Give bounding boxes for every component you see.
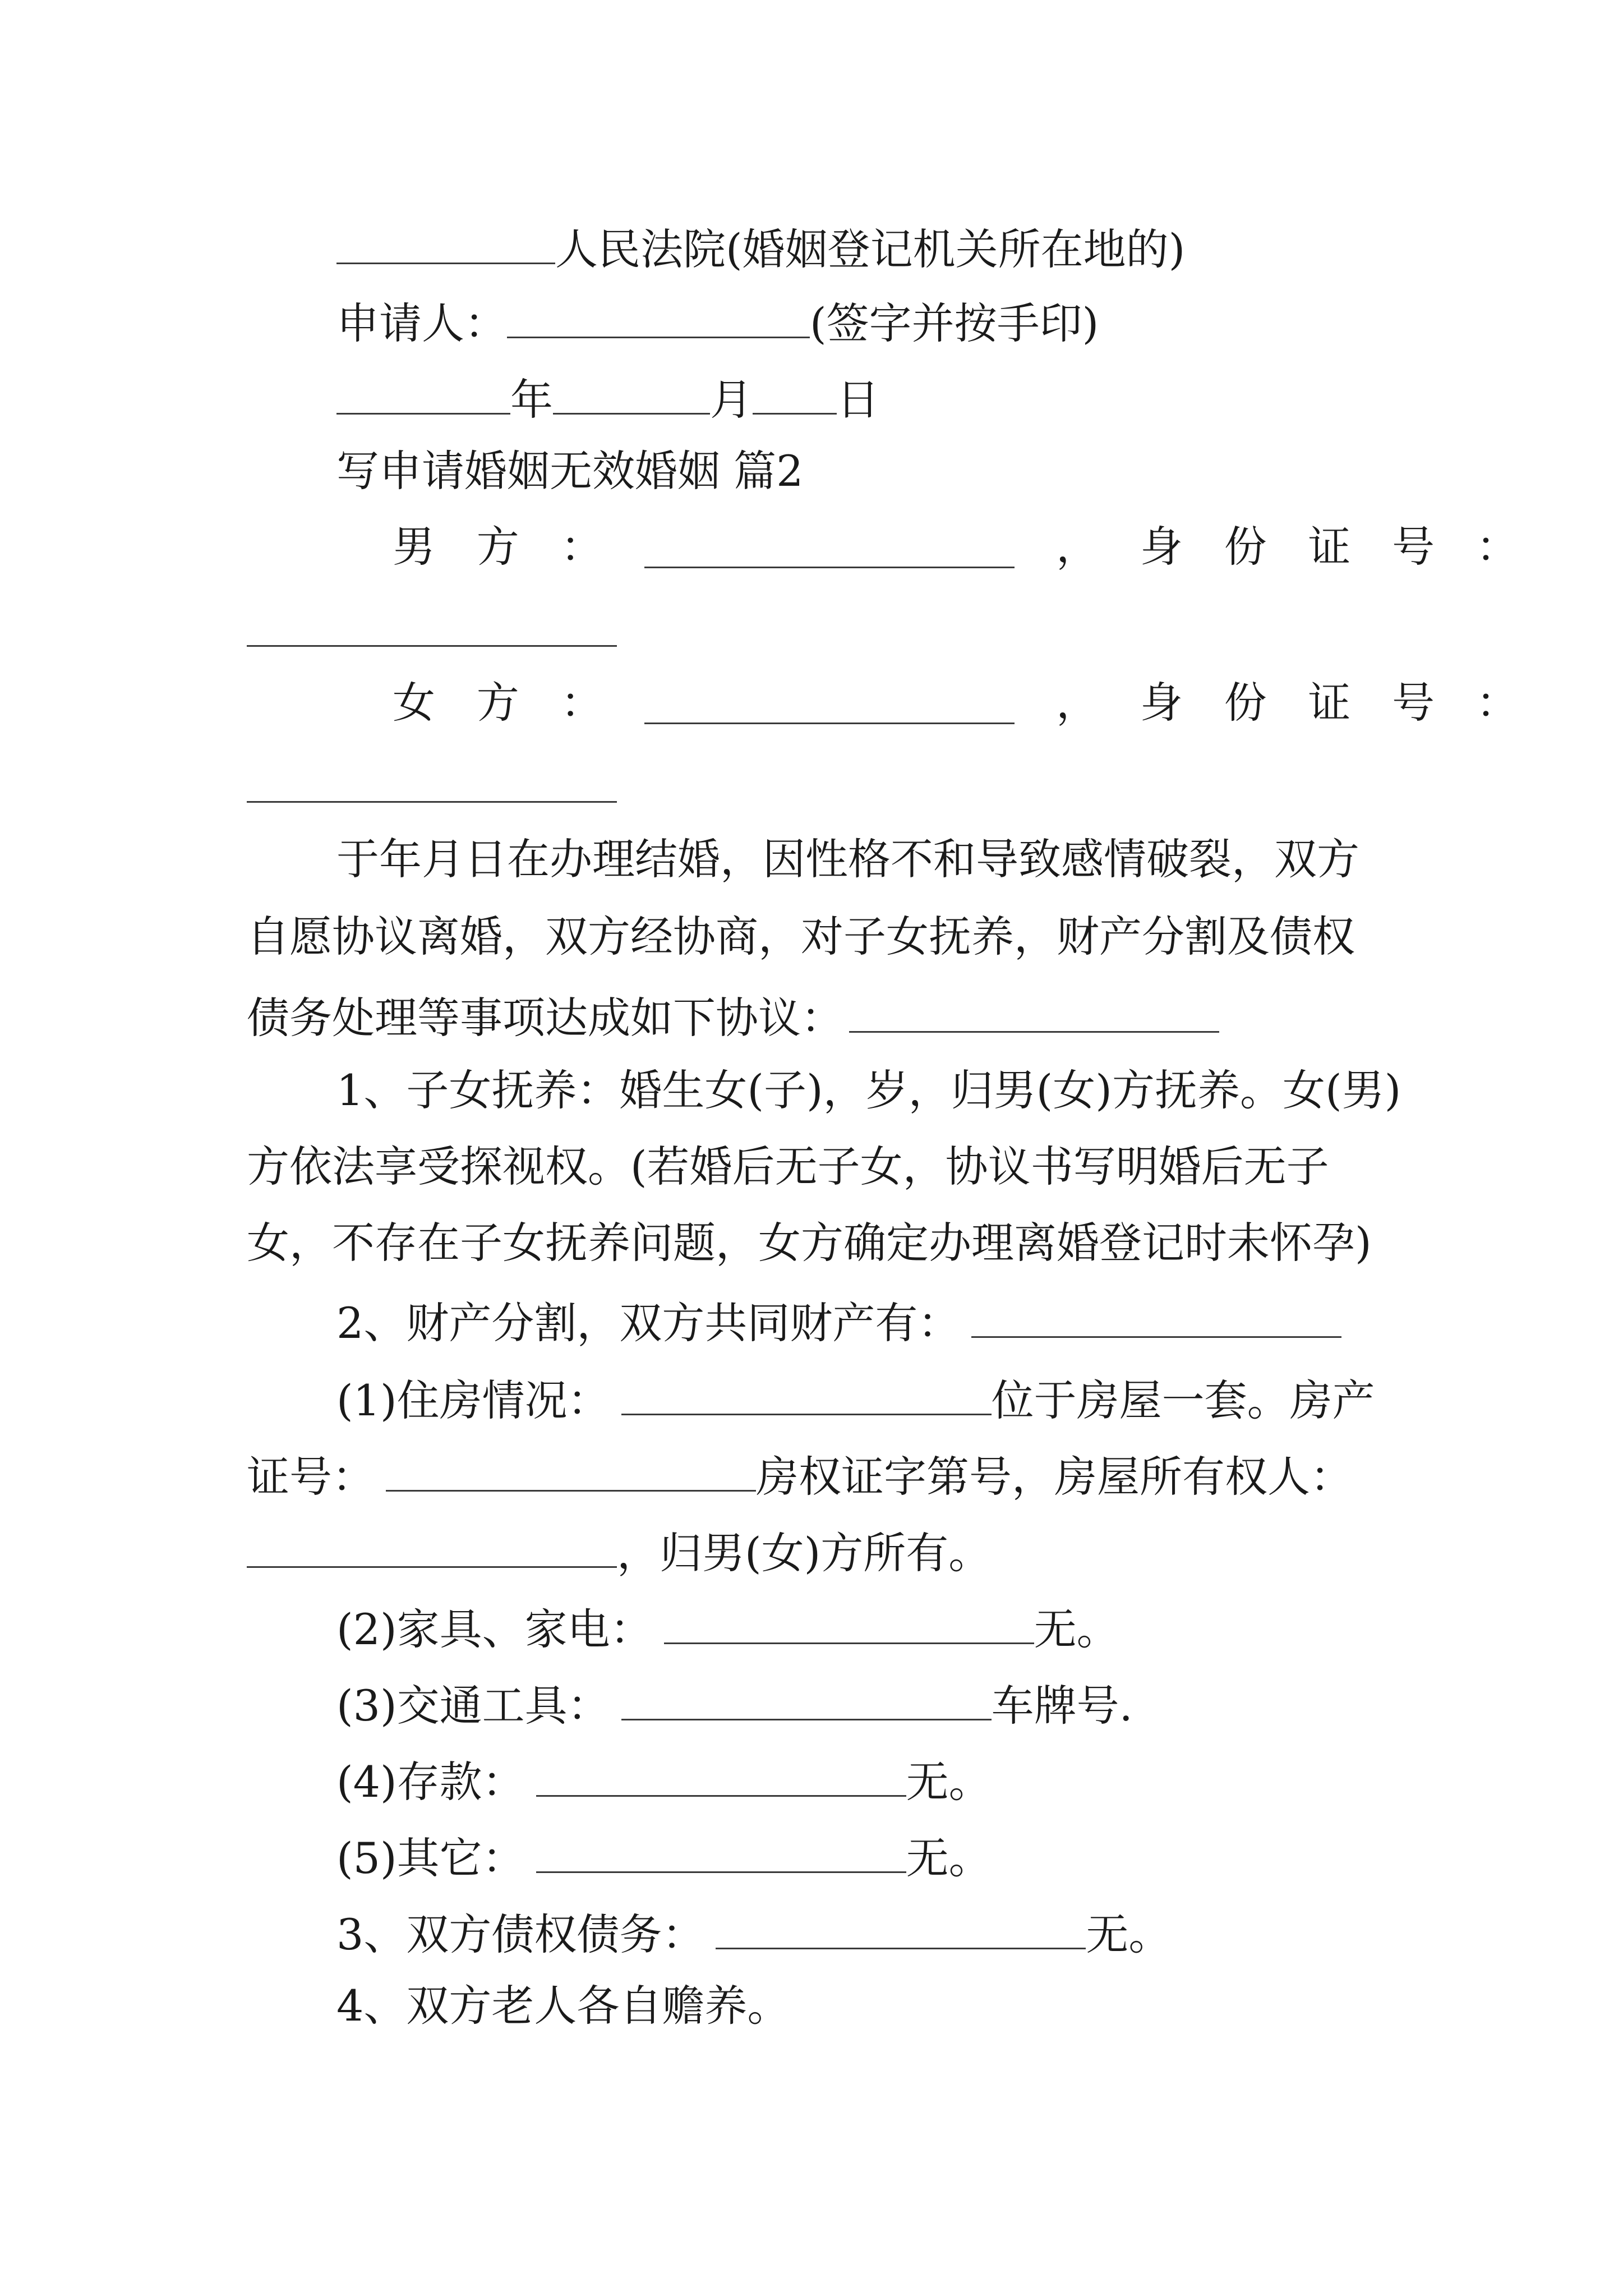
male-id-blank[interactable] bbox=[247, 645, 617, 647]
other-line bbox=[336, 1832, 992, 1883]
deposit-line bbox=[336, 1756, 992, 1807]
cert-line bbox=[247, 1451, 1353, 1502]
deposit-blank[interactable] bbox=[536, 1756, 906, 1797]
court-name-blank[interactable] bbox=[336, 223, 555, 264]
applicant-line bbox=[336, 297, 1099, 348]
item3-line bbox=[336, 1908, 1172, 1959]
male-comma: ， bbox=[1056, 522, 1099, 572]
female-comma: ， bbox=[1056, 678, 1099, 728]
intro-line-2: 自愿协议离婚，双方经协商，对子女抚养，财产分割及债权 bbox=[247, 912, 1355, 961]
owner-after: ，归男(女)方所有。 bbox=[617, 1528, 992, 1578]
male-char-1: 男 bbox=[393, 522, 435, 572]
agreement-blank[interactable] bbox=[849, 992, 1219, 1033]
intro-line-3 bbox=[247, 992, 1219, 1043]
cert-label: 证号： bbox=[247, 1452, 375, 1502]
owner-line bbox=[247, 1527, 992, 1578]
male-name-blank[interactable] bbox=[644, 527, 1015, 568]
furniture-after: 无。 bbox=[1034, 1604, 1119, 1654]
other-label: (5)其它： bbox=[336, 1833, 525, 1883]
female-id-char-1: 身 bbox=[1140, 678, 1183, 728]
year-blank[interactable] bbox=[336, 374, 510, 415]
housing-line bbox=[336, 1374, 1375, 1425]
month-label: 月 bbox=[710, 375, 753, 425]
furniture-label: (2)家具、家电： bbox=[336, 1604, 653, 1654]
item3-label: 3、双方债权债务： bbox=[336, 1910, 705, 1959]
female-name-blank[interactable] bbox=[644, 683, 1015, 724]
deposit-after: 无。 bbox=[906, 1757, 992, 1807]
male-party-line bbox=[393, 522, 1519, 572]
female-party-line bbox=[393, 678, 1519, 728]
female-id-colon: ： bbox=[1476, 678, 1519, 728]
item2-line bbox=[336, 1297, 1341, 1348]
other-blank[interactable] bbox=[536, 1832, 906, 1873]
common-property-blank[interactable] bbox=[971, 1297, 1341, 1338]
housing-label: (1)住房情况： bbox=[336, 1375, 610, 1425]
item1-line-1: 1、子女抚养：婚生女(子)，岁，归男(女)方抚养。女(男) bbox=[336, 1065, 1401, 1115]
female-char-2: 方 bbox=[476, 678, 519, 728]
year-label: 年 bbox=[510, 375, 553, 425]
owner-blank[interactable] bbox=[247, 1527, 617, 1568]
court-line bbox=[336, 223, 1186, 274]
male-colon: ： bbox=[560, 522, 603, 572]
housing-after: 位于房屋一套。房产 bbox=[991, 1375, 1375, 1425]
cert-after: 房权证字第号，房屋所有权人： bbox=[756, 1452, 1353, 1502]
furniture-line bbox=[336, 1603, 1119, 1654]
male-id-colon: ： bbox=[1476, 522, 1519, 572]
female-id-char-2: 份 bbox=[1224, 678, 1267, 728]
other-after: 无。 bbox=[906, 1833, 992, 1883]
item2-text: 2、财产分割，双方共同财产有： bbox=[336, 1298, 961, 1348]
female-colon: ： bbox=[560, 678, 603, 728]
female-char-1: 女 bbox=[393, 678, 435, 728]
female-id-char-4: 号 bbox=[1392, 678, 1435, 728]
applicant-label: 申请人： bbox=[336, 298, 507, 348]
item1-line-3: 女，不存在子女抚养问题，女方确定办理离婚登记时未怀孕) bbox=[247, 1218, 1372, 1268]
vehicle-after: 车牌号. bbox=[991, 1681, 1133, 1731]
deposit-label: (4)存款： bbox=[336, 1757, 525, 1807]
item1-line-2: 方依法享受探视权。(若婚后无子女，协议书写明婚后无子 bbox=[247, 1142, 1329, 1191]
intro-line-1: 于年月日在办理结婚，因性格不和导致感情破裂，双方 bbox=[336, 834, 1359, 884]
male-id-char-4: 号 bbox=[1392, 522, 1435, 572]
cert-number-blank[interactable] bbox=[386, 1451, 756, 1492]
court-suffix: 人民法院(婚姻登记机关所在地的) bbox=[555, 224, 1186, 274]
intro-line-3-text: 债务处理等事项达成如下协议： bbox=[247, 993, 843, 1043]
debts-blank[interactable] bbox=[716, 1908, 1086, 1949]
date-line bbox=[336, 374, 879, 425]
male-char-2: 方 bbox=[476, 522, 519, 572]
vehicle-blank[interactable] bbox=[621, 1680, 992, 1720]
housing-blank[interactable] bbox=[621, 1374, 992, 1415]
vehicle-label: (3)交通工具： bbox=[336, 1681, 610, 1731]
furniture-blank[interactable] bbox=[664, 1603, 1034, 1644]
month-blank[interactable] bbox=[553, 374, 710, 415]
male-id-char-1: 身 bbox=[1140, 522, 1183, 572]
female-id-blank[interactable] bbox=[247, 801, 617, 803]
section-title: 写申请婚姻无效婚姻 篇2 bbox=[336, 446, 804, 496]
item4-line: 4、双方老人各自赡养。 bbox=[336, 1981, 790, 2031]
applicant-note: (签字并按手印) bbox=[810, 298, 1099, 348]
female-id-char-3: 证 bbox=[1308, 678, 1351, 728]
vehicle-line bbox=[336, 1680, 1133, 1731]
male-id-char-3: 证 bbox=[1308, 522, 1351, 572]
male-id-char-2: 份 bbox=[1224, 522, 1267, 572]
day-label: 日 bbox=[837, 375, 879, 425]
item3-after: 无。 bbox=[1086, 1910, 1172, 1959]
applicant-signature-blank[interactable] bbox=[507, 297, 810, 338]
day-blank[interactable] bbox=[753, 374, 837, 415]
